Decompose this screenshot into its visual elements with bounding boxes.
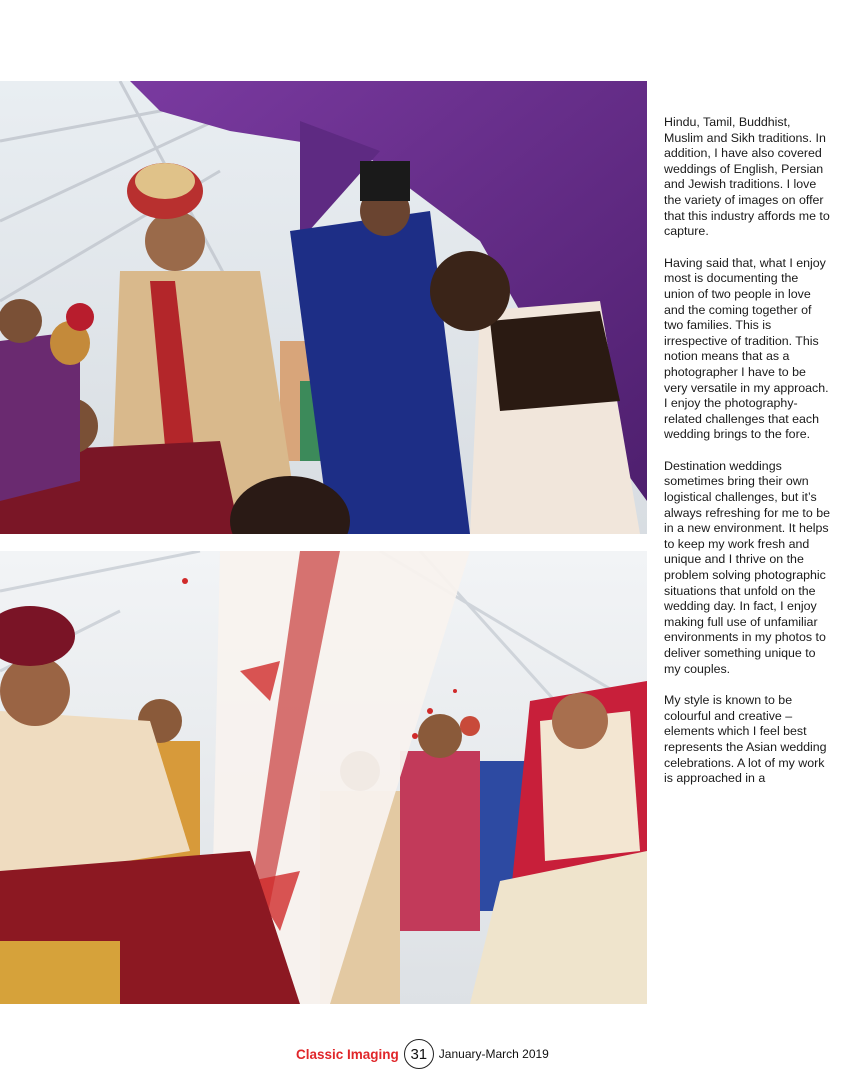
article-paragraph: Hindu, Tamil, Buddhist, Muslim and Sikh traditions. In addition, I have also covered weddings of English, Persian and Jewish traditions. I love the variety of images on offer that this industry affords me to capture.: [664, 115, 830, 239]
magazine-name: Classic Imaging: [296, 1046, 399, 1062]
wedding-photo-guests-confetti: [0, 551, 647, 1004]
article-text-column: [664, 115, 832, 803]
issue-date: January-March 2019: [438, 1047, 549, 1061]
article-paragraph: My style is known to be colourful and creative – elements which I feel best represents the Asian wedding celebrations. A lot of my work is approached in a: [664, 693, 827, 786]
page-footer: [296, 1039, 549, 1069]
article-paragraph: Destination weddings sometimes bring their own logistical challenges, but it’s always refreshing for me to be in a new environment. It helps to keep my work fresh and unique and I thrive on the problem solving photographic situations that unfold on the wedding day. In fact, I enjoy making full use of unfamiliar environments in my photos to deliver something unique to my couples.: [664, 458, 830, 676]
article-paragraph: Having said that, what I enjoy most is documenting the union of two people in love and the coming together of two families. This is irrespective of tradition. This notion means that as a photographer I have to be very versatile in my approach. I enjoy the photography-related challenges that each wedding brings to the fore.: [664, 255, 829, 442]
page-number: 31: [404, 1039, 434, 1069]
wedding-photo-groom-celebration: [0, 81, 647, 534]
